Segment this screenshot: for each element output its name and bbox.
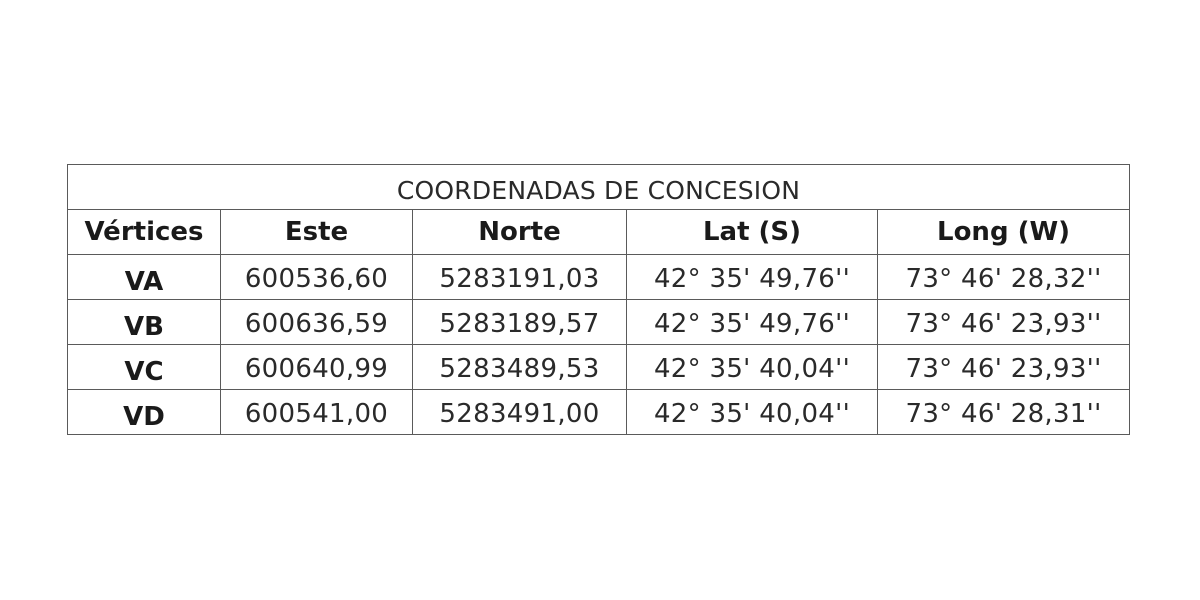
vertex-cell: VC	[68, 345, 221, 390]
este-cell: 600640,99	[221, 345, 413, 390]
table-row	[68, 345, 1130, 390]
lat-cell: 42° 35' 49,76''	[627, 300, 878, 345]
vertex-cell: VB	[68, 300, 221, 345]
header-norte: Norte	[413, 210, 627, 255]
header-vertices: Vértices	[68, 210, 221, 255]
long-cell: 73° 46' 28,31''	[878, 390, 1130, 435]
table-title-row	[68, 165, 1130, 210]
table-row	[68, 255, 1130, 300]
table-header-row	[68, 210, 1130, 255]
table-row	[68, 390, 1130, 435]
lat-cell: 42° 35' 49,76''	[627, 255, 878, 300]
lat-cell: 42° 35' 40,04''	[627, 345, 878, 390]
norte-cell: 5283491,00	[413, 390, 627, 435]
norte-cell: 5283489,53	[413, 345, 627, 390]
vertex-cell: VD	[68, 390, 221, 435]
long-cell: 73° 46' 28,32''	[878, 255, 1130, 300]
este-cell: 600636,59	[221, 300, 413, 345]
table-row	[68, 300, 1130, 345]
header-este: Este	[221, 210, 413, 255]
norte-cell: 5283191,03	[413, 255, 627, 300]
coordinates-table	[67, 164, 1130, 435]
long-cell: 73° 46' 23,93''	[878, 345, 1130, 390]
este-cell: 600536,60	[221, 255, 413, 300]
norte-cell: 5283189,57	[413, 300, 627, 345]
vertex-cell: VA	[68, 255, 221, 300]
header-lat: Lat (S)	[627, 210, 878, 255]
lat-cell: 42° 35' 40,04''	[627, 390, 878, 435]
este-cell: 600541,00	[221, 390, 413, 435]
table-title: COORDENADAS DE CONCESION	[68, 165, 1130, 210]
long-cell: 73° 46' 23,93''	[878, 300, 1130, 345]
header-long: Long (W)	[878, 210, 1130, 255]
